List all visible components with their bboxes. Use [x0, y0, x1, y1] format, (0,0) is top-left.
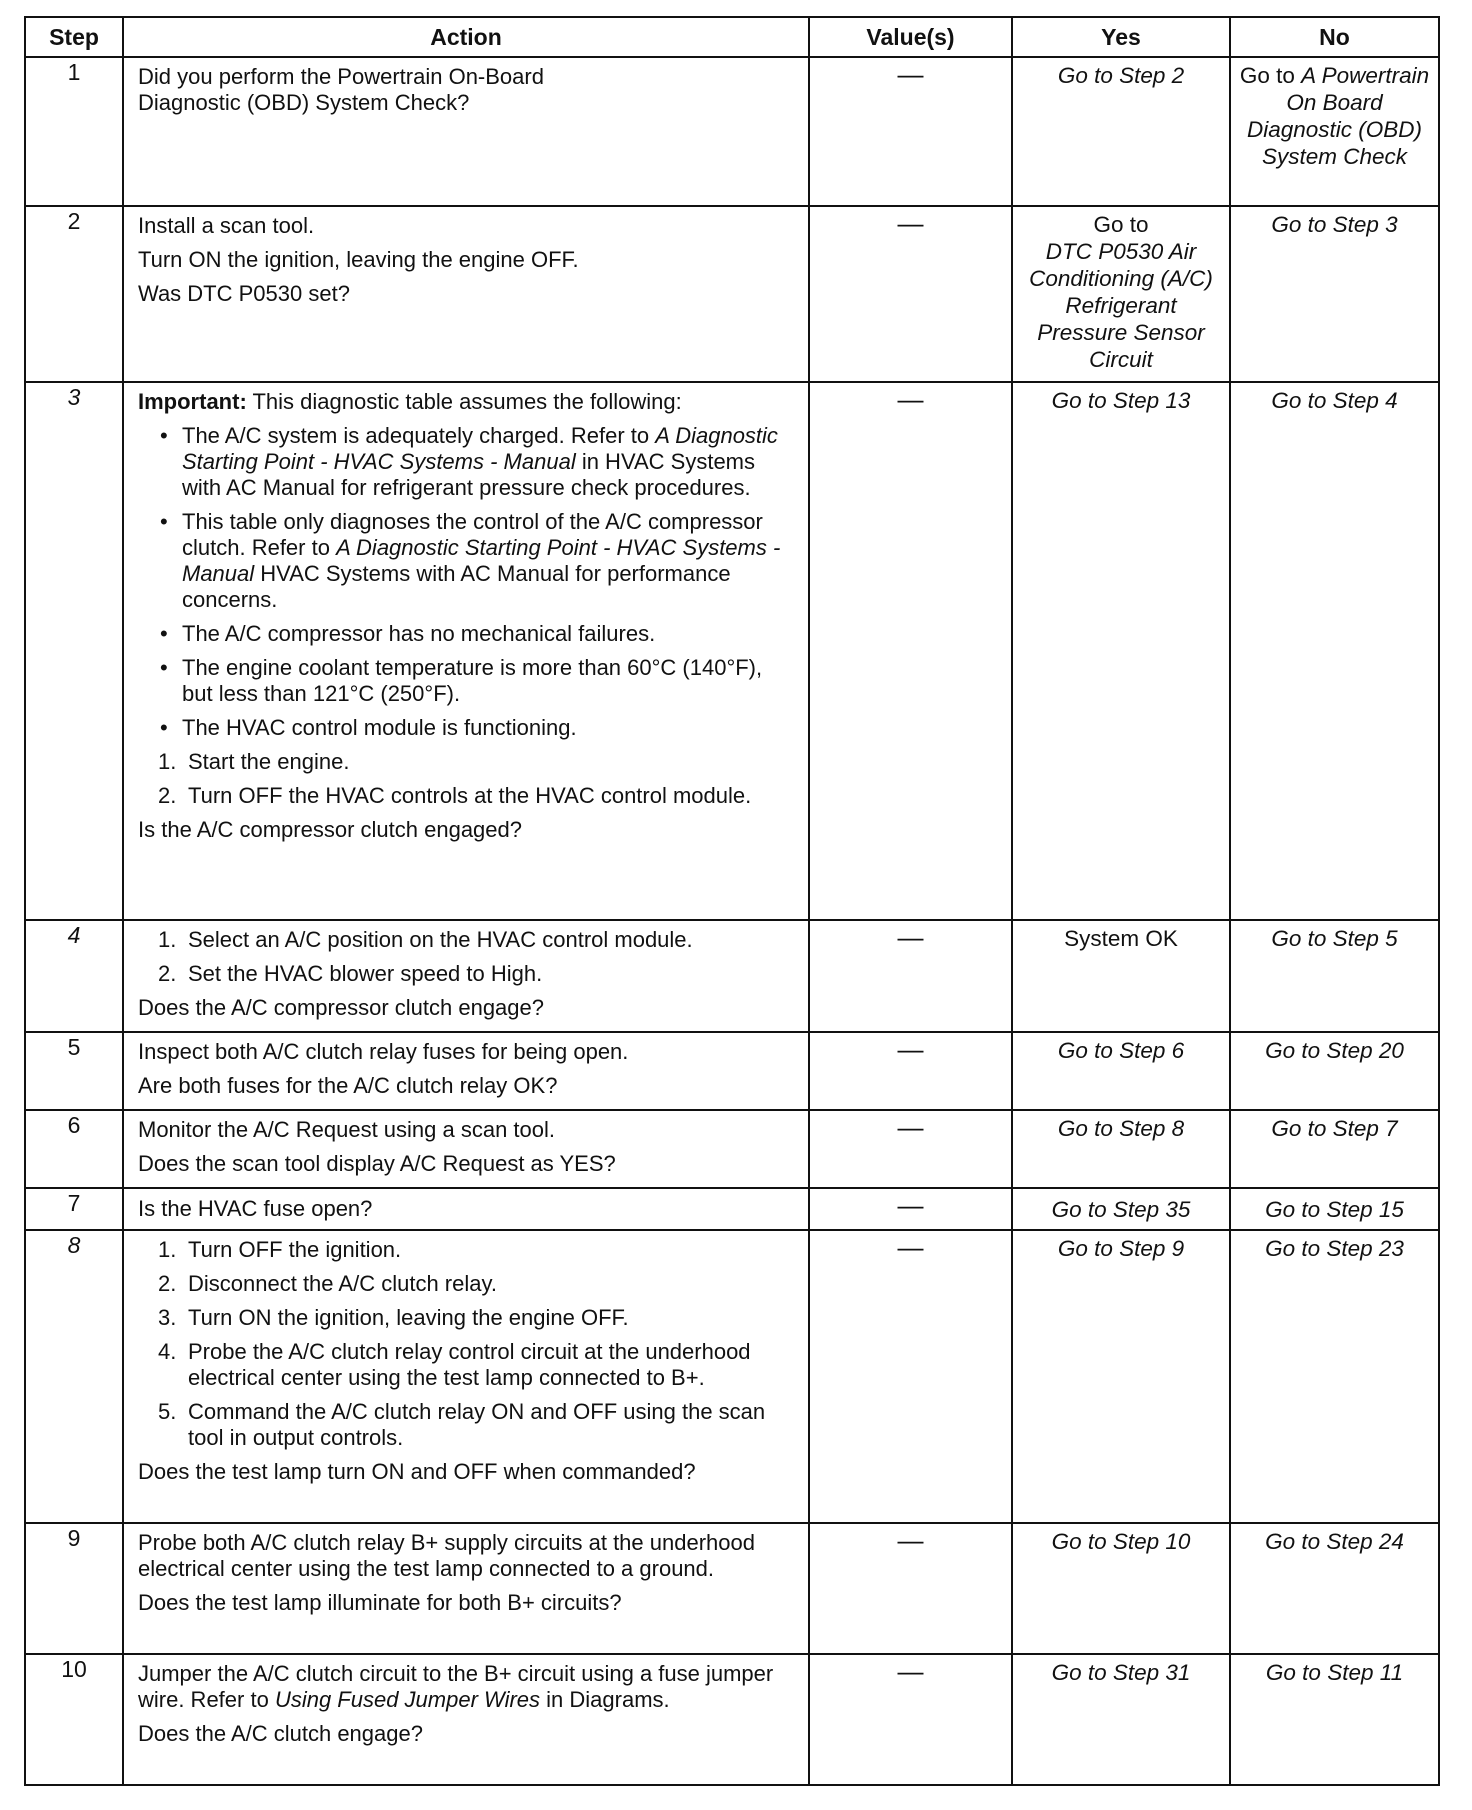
step-number: 5: [25, 1032, 123, 1110]
step-number: 10: [25, 1654, 123, 1785]
reference-link[interactable]: A Diagnostic Starting Point - HVAC Systems - Manual: [182, 535, 781, 586]
action-cell: [123, 1110, 809, 1188]
list-item: 1. Start the engine.: [158, 749, 350, 774]
action-text: Did you perform the Powertrain On-Board Diagnostic (OBD) System Check?: [138, 64, 544, 115]
step-number: 9: [25, 1523, 123, 1654]
action-question: Does the A/C clutch engage?: [138, 1721, 423, 1746]
assumption-list: [138, 423, 798, 741]
action-question: Does the test lamp illuminate for both B+ circuits?: [138, 1590, 622, 1615]
action-text: Install a scan tool.: [138, 213, 315, 238]
action-cell: [123, 1523, 809, 1654]
action-cell: [123, 1654, 809, 1785]
list-item: • This table only diagnoses the control of the A/C compressor clutch. Refer to A Diagnostic Starting Point - HVAC Systems - Manual HVAC Systems with AC Manual for performance concerns.: [182, 509, 798, 613]
list-item: 4. Probe the A/C clutch relay control circuit at the underhood electrical center using the test lamp connected to B+.: [158, 1339, 751, 1390]
list-item: 1. Turn OFF the ignition.: [158, 1237, 402, 1262]
no-cell[interactable]: [1230, 57, 1439, 206]
list-item: • The engine coolant temperature is more than 60°C (140°F), but less than 121°C (250°F).: [182, 655, 798, 707]
procedure-list: [138, 1237, 798, 1451]
list-item: • The A/C compressor has no mechanical failures.: [182, 621, 798, 647]
value-cell: —: [809, 57, 1012, 206]
action-cell: [123, 382, 809, 920]
action-cell: [123, 206, 809, 382]
step-number: 6: [25, 1110, 123, 1188]
yes-cell[interactable]: Go to Step 31: [1012, 1654, 1230, 1785]
step-number: 1: [25, 57, 123, 206]
yes-cell[interactable]: System OK: [1012, 920, 1230, 1032]
table-row: [25, 1032, 1439, 1110]
header-yes: Yes: [1012, 17, 1230, 57]
yes-cell[interactable]: Go to Step 2: [1012, 57, 1230, 206]
value-cell: —: [809, 1032, 1012, 1110]
value-cell: —: [809, 1523, 1012, 1654]
list-item: 2. Set the HVAC blower speed to High.: [158, 961, 543, 986]
value-cell: —: [809, 1110, 1012, 1188]
value-cell: —: [809, 206, 1012, 382]
action-cell: [123, 920, 809, 1032]
procedure-list: [138, 927, 798, 987]
yes-cell[interactable]: Go to Step 8: [1012, 1110, 1230, 1188]
no-cell[interactable]: Go to Step 7: [1230, 1110, 1439, 1188]
action-text: Jumper the A/C clutch circuit to the B+ circuit using a fuse jumper wire. Refer to Using Fused Jumper Wires in Diagrams.: [138, 1661, 774, 1712]
action-question: Is the HVAC fuse open?: [138, 1196, 373, 1221]
list-item: 5. Command the A/C clutch relay ON and OFF using the scan tool in output controls.: [158, 1399, 766, 1450]
action-text: Was DTC P0530 set?: [138, 281, 350, 306]
yes-cell[interactable]: Go to Step 10: [1012, 1523, 1230, 1654]
action-text: Inspect both A/C clutch relay fuses for being open.: [138, 1039, 629, 1064]
header-row: [25, 17, 1439, 57]
value-cell: —: [809, 1654, 1012, 1785]
list-item: 2. Disconnect the A/C clutch relay.: [158, 1271, 497, 1296]
table-row: [25, 1654, 1439, 1785]
step-number: 3: [25, 382, 123, 920]
no-cell[interactable]: Go to Step 23: [1230, 1230, 1439, 1523]
reference-link[interactable]: A Diagnostic Starting Point - HVAC Systems - Manual: [182, 423, 778, 474]
yes-cell[interactable]: Go to Step 13: [1012, 382, 1230, 920]
value-cell: —: [809, 1230, 1012, 1523]
action-question: Are both fuses for the A/C clutch relay OK?: [138, 1073, 558, 1098]
table-row: [25, 57, 1439, 206]
action-question: Does the A/C compressor clutch engage?: [138, 995, 545, 1020]
action-cell: [123, 57, 809, 206]
step-number: 8: [25, 1230, 123, 1523]
important-label: Important:: [138, 389, 247, 414]
list-item: • The HVAC control module is functioning.: [182, 715, 798, 741]
action-cell: [123, 1188, 809, 1230]
diagnostic-table: [24, 16, 1440, 1786]
action-text: Probe both A/C clutch relay B+ supply circuits at the underhood electrical center using the test lamp connected to a ground.: [138, 1530, 755, 1581]
procedure-list: [138, 749, 798, 809]
yes-cell[interactable]: [1012, 206, 1230, 382]
no-link[interactable]: A Powertrain On Board Diagnostic (OBD) System Check: [1246, 63, 1430, 169]
yes-cell[interactable]: Go to Step 9: [1012, 1230, 1230, 1523]
action-text: Turn ON the ignition, leaving the engine OFF.: [138, 247, 579, 272]
yes-cell[interactable]: Go to Step 6: [1012, 1032, 1230, 1110]
list-item: 2. Turn OFF the HVAC controls at the HVAC control module.: [158, 783, 752, 808]
header-values: Value(s): [809, 17, 1012, 57]
step-number: 7: [25, 1188, 123, 1230]
action-question: Does the scan tool display A/C Request as YES?: [138, 1151, 616, 1176]
table-row: [25, 1230, 1439, 1523]
step-number: 4: [25, 920, 123, 1032]
action-question: Does the test lamp turn ON and OFF when commanded?: [138, 1459, 696, 1484]
header-no: No: [1230, 17, 1439, 57]
list-item: • The A/C system is adequately charged. Refer to A Diagnostic Starting Point - HVAC Systems - Manual in HVAC Systems with AC Manual for refrigerant pressure check procedures.: [182, 423, 798, 501]
table-row: [25, 206, 1439, 382]
important-text: This diagnostic table assumes the following:: [246, 389, 682, 414]
action-cell: [123, 1032, 809, 1110]
value-cell: —: [809, 382, 1012, 920]
list-item: 3. Turn ON the ignition, leaving the engine OFF.: [158, 1305, 629, 1330]
yes-cell[interactable]: Go to Step 35: [1012, 1188, 1230, 1230]
list-item: 1. Select an A/C position on the HVAC control module.: [158, 927, 693, 952]
table-row: [25, 1110, 1439, 1188]
table-row: [25, 920, 1439, 1032]
no-cell[interactable]: Go to Step 20: [1230, 1032, 1439, 1110]
header-step: Step: [25, 17, 123, 57]
table-row: [25, 1523, 1439, 1654]
table-row: [25, 1188, 1439, 1230]
yes-link[interactable]: DTC P0530 Air Conditioning (A/C) Refrigerant Pressure Sensor Circuit: [1029, 239, 1213, 372]
step-number: 2: [25, 206, 123, 382]
value-cell: —: [809, 1188, 1012, 1230]
no-cell[interactable]: Go to Step 11: [1230, 1654, 1439, 1785]
header-action: Action: [123, 17, 809, 57]
reference-link[interactable]: Using Fused Jumper Wires: [274, 1687, 541, 1712]
important-note: [138, 389, 798, 415]
no-cell[interactable]: Go to Step 24: [1230, 1523, 1439, 1654]
no-cell[interactable]: Go to Step 4: [1230, 382, 1439, 920]
value-cell: —: [809, 920, 1012, 1032]
action-text: Monitor the A/C Request using a scan tool.: [138, 1117, 556, 1142]
no-cell[interactable]: Go to Step 5: [1230, 920, 1439, 1032]
action-cell: [123, 1230, 809, 1523]
table-row: [25, 382, 1439, 920]
no-cell[interactable]: Go to Step 15: [1230, 1188, 1439, 1230]
no-prefix: Go to: [1239, 63, 1302, 88]
yes-prefix: Go to: [1093, 212, 1149, 237]
action-question: Is the A/C compressor clutch engaged?: [138, 817, 522, 842]
no-cell[interactable]: Go to Step 3: [1230, 206, 1439, 382]
